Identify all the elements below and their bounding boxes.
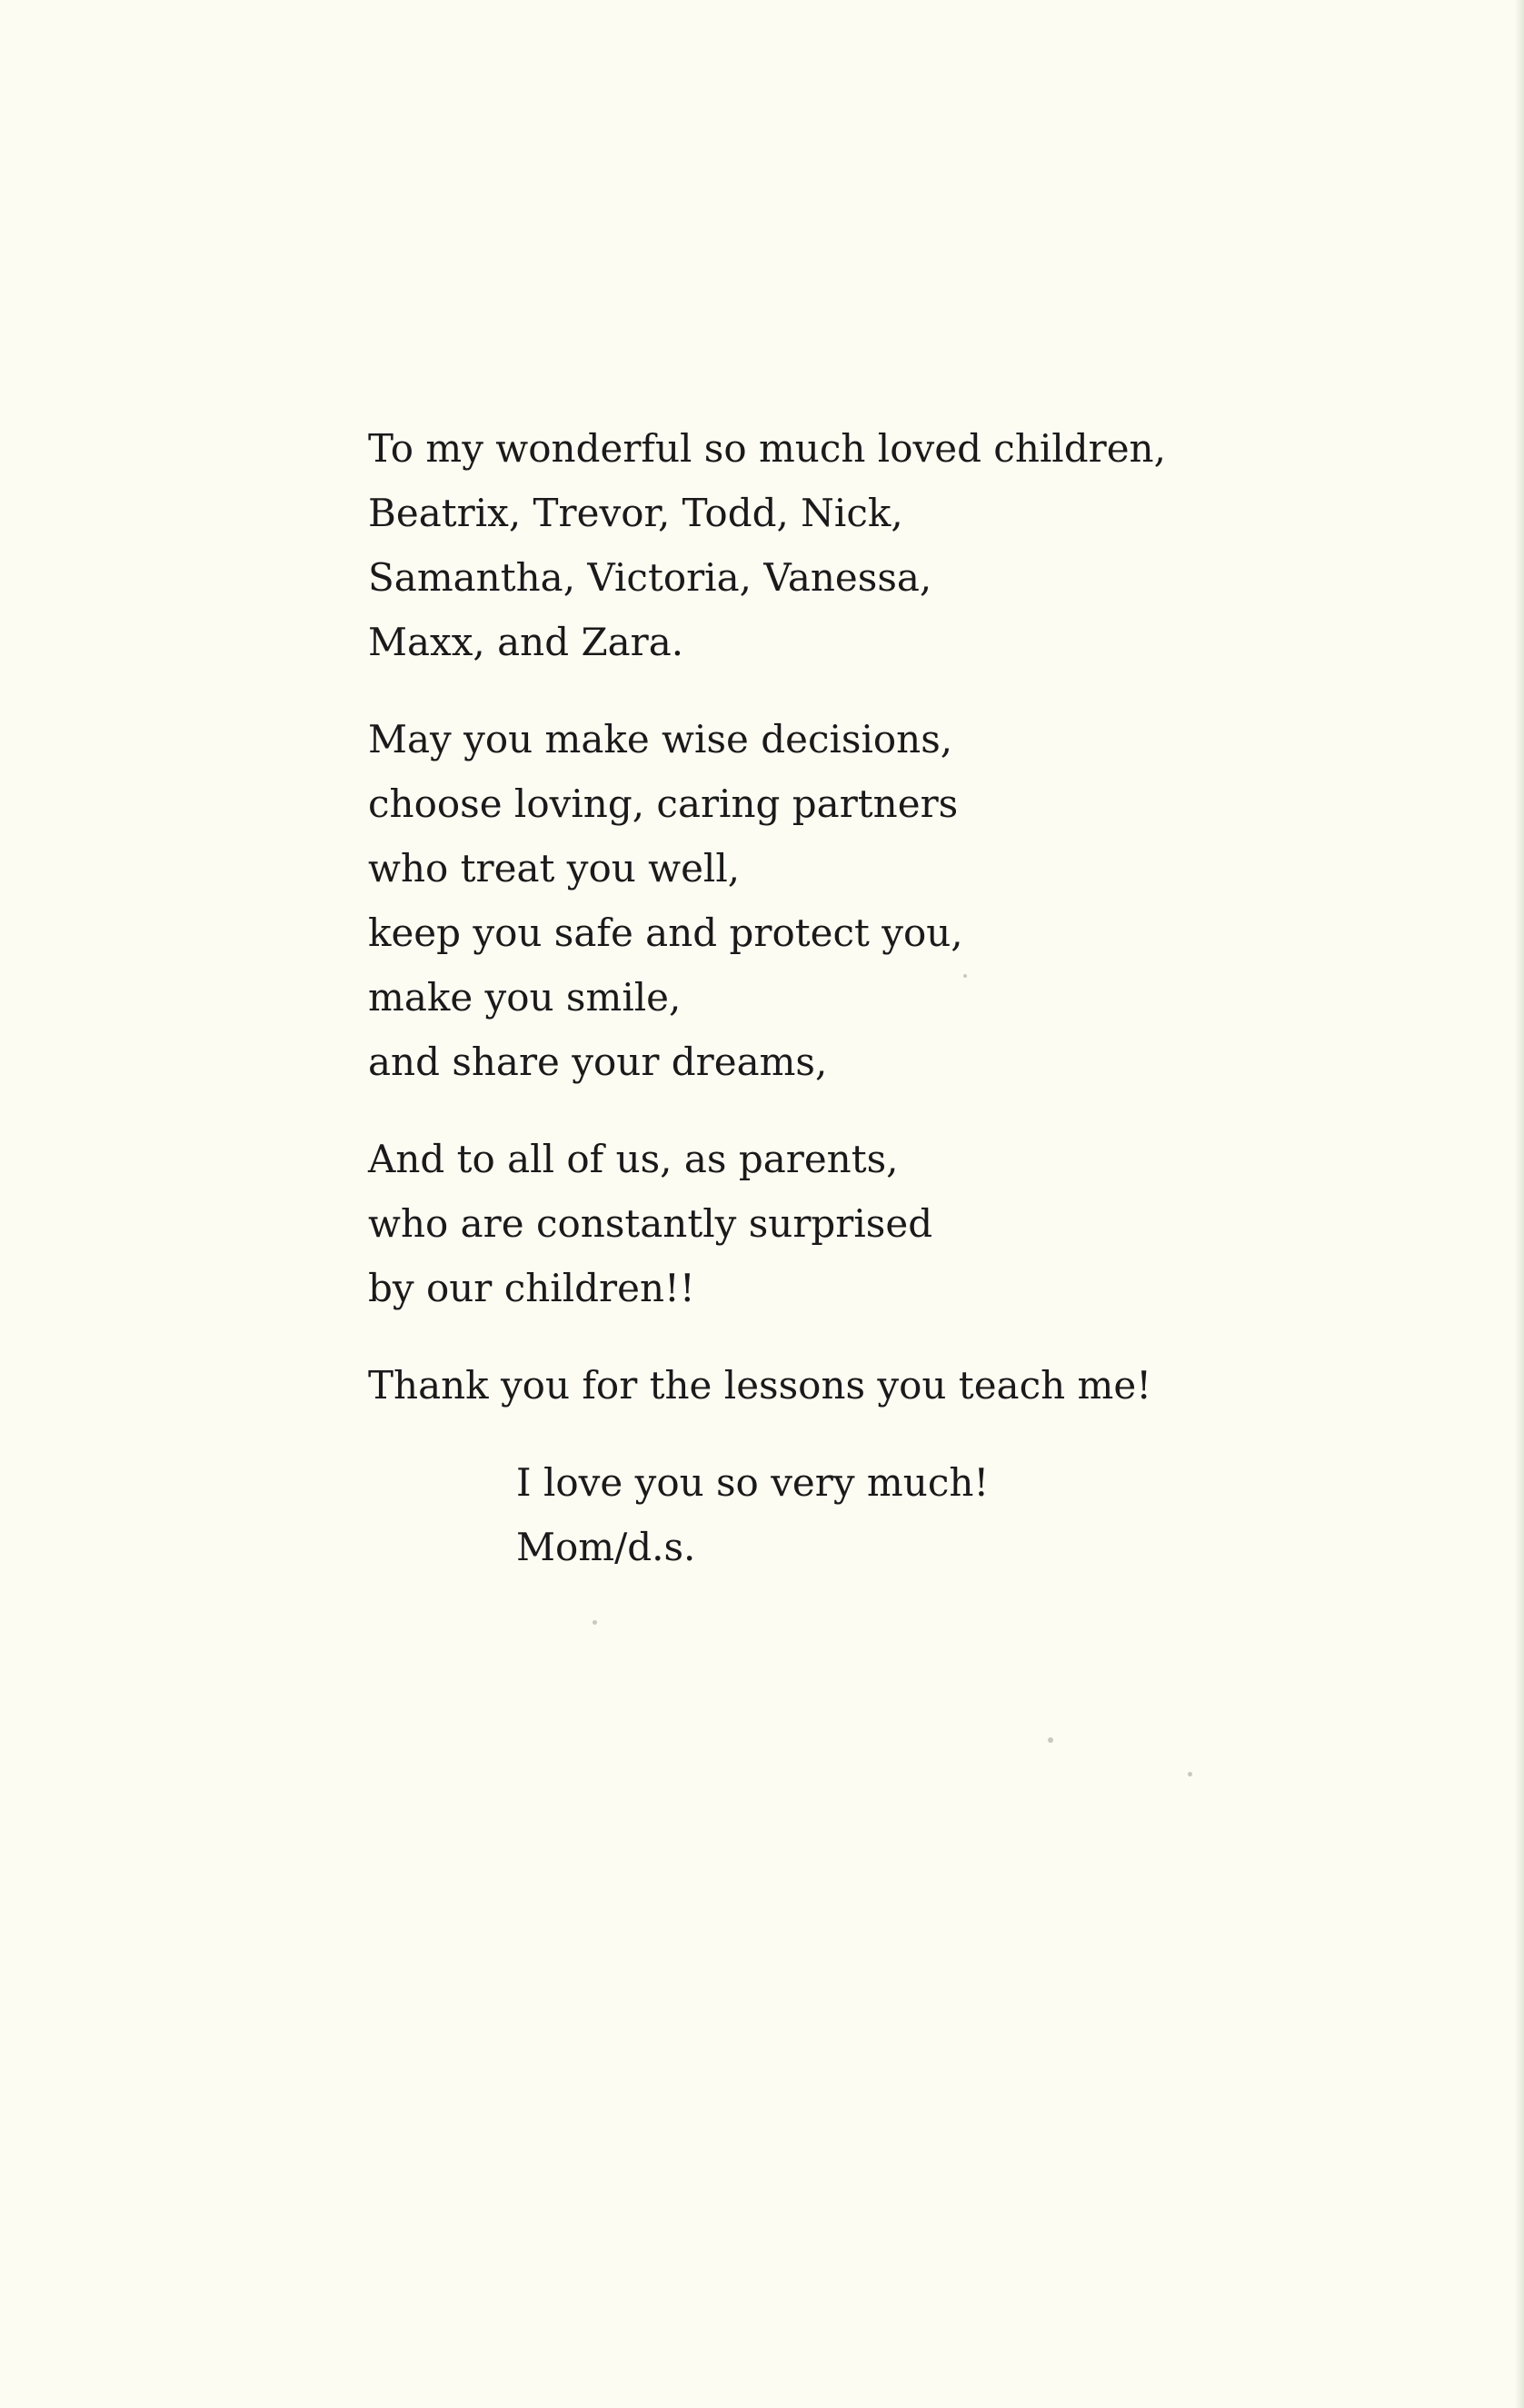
dedication-line: Thank you for the lessons you teach me! [368, 1363, 1152, 1408]
stanza-thanks [368, 1353, 1277, 1418]
scan-speck [963, 974, 967, 978]
stanza-children [368, 416, 1277, 674]
scan-speck [1048, 1737, 1053, 1743]
dedication-line: who are constantly surprised [368, 1201, 933, 1246]
signoff-line: I love you so very much! [516, 1460, 990, 1505]
dedication-line: who treat you well, [368, 846, 741, 891]
stanza-wishes [368, 707, 1277, 1094]
dedication-line: by our children!! [368, 1266, 695, 1310]
scan-speck [1188, 1772, 1192, 1776]
dedication-line: keep you safe and protect you, [368, 910, 963, 955]
dedication-line: May you make wise decisions, [368, 717, 953, 761]
dedication-line: Beatrix, Trevor, Todd, Nick, [368, 491, 903, 535]
dedication-line: And to all of us, as parents, [368, 1137, 899, 1181]
dedication-line: Maxx, and Zara. [368, 620, 684, 664]
dedication-line: choose loving, caring partners [368, 781, 959, 826]
dedication-line: and share your dreams, [368, 1040, 828, 1084]
dedication-text [368, 416, 1277, 1612]
signoff [516, 1450, 1277, 1579]
stanza-parents [368, 1127, 1277, 1320]
signature: Mom/d.s. [516, 1525, 696, 1569]
dedication-line: To my wonderful so much loved children, [368, 426, 1166, 471]
page-edge-shadow [1515, 0, 1524, 2408]
dedication-line: make you smile, [368, 975, 682, 1020]
dedication-line: Samantha, Victoria, Vanessa, [368, 555, 932, 600]
scan-speck [593, 1620, 597, 1625]
